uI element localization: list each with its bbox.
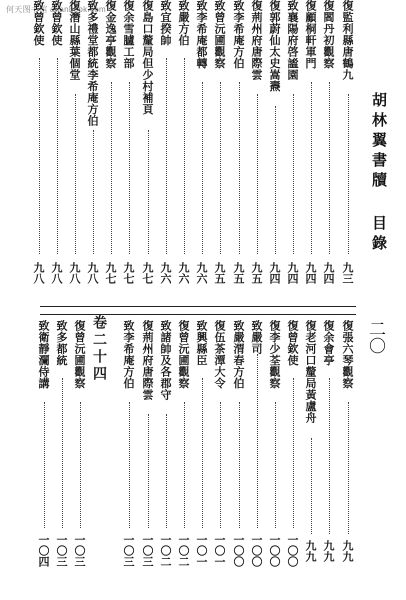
entry-page-number: 一〇三: [55, 534, 68, 567]
entry-title: 致多都統: [55, 320, 68, 366]
entry-title: 復荊州府唐際雲: [141, 320, 154, 401]
entry-page-number: 九五: [232, 262, 245, 284]
entry-page-number: 一〇四: [37, 534, 50, 567]
entry-page-number: 九八: [50, 262, 63, 284]
entry-page-number: 一〇一: [213, 534, 226, 567]
entry-title: 致李希庵方伯: [232, 0, 245, 69]
entry-page-number: 九五: [250, 262, 263, 284]
entry-page-number: 九七: [122, 262, 135, 284]
leader-dots: [293, 378, 294, 528]
entry-page-number: 九八: [32, 262, 45, 284]
entry-page-number: 一〇三: [141, 534, 154, 567]
juan-heading: 卷二十四: [91, 315, 107, 383]
leader-dots: [111, 82, 112, 254]
entry-page-number: 九九: [322, 540, 335, 562]
entry-page-number: 九九: [341, 540, 354, 562]
entry-title: 致李希庵都轉: [195, 0, 208, 69]
leader-dots: [39, 58, 40, 254]
entry-title: 致曾沅圃觀察: [213, 0, 226, 69]
entry-page-number: 一〇〇: [232, 534, 245, 567]
leader-dots: [93, 130, 94, 254]
running-header-title: 胡林翼書牘 目錄: [370, 92, 388, 255]
entry-page-number: 九八: [68, 262, 81, 284]
entry-page-number: 九七: [104, 262, 117, 284]
leader-dots: [329, 82, 330, 254]
entry-page-number: 九九: [304, 540, 317, 562]
entry-title: 復郭蔚仙太史嵩燾: [268, 0, 281, 92]
entry-title: 致宜揆帥: [159, 0, 172, 46]
entry-page-number: 九五: [213, 262, 226, 284]
entry-title: 致多禮堂都統李希庵方伯: [86, 0, 99, 127]
entry-title: 致嚴方伯: [177, 0, 190, 46]
leader-dots: [202, 82, 203, 254]
leader-dots: [220, 82, 221, 254]
section-divider: [40, 306, 356, 307]
leader-dots: [62, 378, 63, 528]
leader-dots: [57, 58, 58, 254]
entry-page-number: 一〇二: [177, 534, 190, 567]
entry-page-number: 九三: [341, 262, 354, 284]
leader-dots: [275, 402, 276, 528]
section-divider: [40, 314, 356, 315]
entry-title: 復余雪臚工部: [122, 0, 135, 69]
leader-dots: [129, 402, 130, 528]
entry-title: 致衛靜瀾侍講: [37, 320, 50, 389]
leader-dots: [80, 402, 81, 528]
entry-page-number: 九四: [286, 262, 299, 284]
entry-page-number: 九六: [159, 262, 172, 284]
leader-dots: [148, 414, 149, 528]
leader-dots: [220, 402, 221, 528]
entry-page-number: 九四: [322, 262, 335, 284]
leader-dots: [275, 106, 276, 254]
entry-title: 復曾沅圃觀察: [73, 320, 86, 389]
entry-page-number: 一〇〇: [250, 534, 263, 567]
leader-dots: [348, 402, 349, 534]
leader-dots: [129, 82, 130, 254]
entry-title: 復荊州府唐際雲: [250, 0, 263, 81]
leader-dots: [166, 58, 167, 254]
entry-title: 復曾欽使: [286, 320, 299, 366]
leader-dots: [329, 378, 330, 534]
entry-page-number: 九六: [195, 262, 208, 284]
entry-page-number: 一〇三: [73, 534, 86, 567]
entry-title: 復閻丹初觀察: [322, 0, 335, 69]
entry-title: 致曾欽使: [32, 0, 45, 46]
entry-title: 復伍茶潭大令: [213, 320, 226, 389]
leader-dots: [184, 58, 185, 254]
leader-dots: [44, 402, 45, 528]
entry-title: 復顧桐軒軍門: [304, 0, 317, 69]
leader-dots: [348, 94, 349, 254]
entry-page-number: 一〇一: [195, 534, 208, 567]
entry-title: 致襄陽府啓謐園: [286, 0, 299, 81]
entry-title: 致李希庵方伯: [122, 320, 135, 389]
entry-title: 復張六琴觀察: [341, 320, 354, 389]
entry-title: 復老河口釐局黃盧舟: [304, 320, 317, 424]
entry-title: 復監利縣唐鶴九: [341, 0, 354, 81]
leader-dots: [293, 94, 294, 254]
leader-dots: [184, 402, 185, 528]
entry-page-number: 九八: [86, 262, 99, 284]
entry-title: 復島口釐局但少村補頁: [141, 0, 154, 115]
watermark: 何天图书馆 atianbook.com: [6, 5, 106, 14]
entry-title: 致嚴司: [250, 320, 263, 355]
entry-title: 致興縣臣: [195, 320, 208, 366]
leader-dots: [239, 82, 240, 254]
leader-dots: [311, 438, 312, 534]
leader-dots: [257, 94, 258, 254]
leader-dots: [75, 94, 76, 254]
entry-page-number: 一〇〇: [268, 534, 281, 567]
entry-page-number: 一〇三: [122, 534, 135, 567]
entry-title: 致諸帥及各郡守: [159, 320, 172, 401]
entry-page-number: 九六: [177, 262, 190, 284]
leader-dots: [166, 414, 167, 528]
leader-dots: [202, 378, 203, 528]
entry-page-number: 一〇二: [159, 534, 172, 567]
entry-title: 復潛山縣葉個堂: [68, 0, 81, 81]
entry-page-number: 九七: [141, 262, 154, 284]
entry-title: 復曾沅圃觀察: [177, 320, 190, 389]
entry-title: 致曾欽使: [50, 0, 63, 46]
leader-dots: [239, 402, 240, 528]
entry-page-number: 九四: [304, 262, 317, 284]
entry-title: 復金逸亭觀察: [104, 0, 117, 69]
entry-title: 致嚴渭春方伯: [232, 320, 245, 389]
leader-dots: [257, 354, 258, 528]
entry-page-number: 一〇〇: [286, 534, 299, 567]
page-number: 二〇: [365, 320, 385, 354]
leader-dots: [311, 82, 312, 254]
entry-title: 復李少荃觀察: [268, 320, 281, 389]
leader-dots: [148, 130, 149, 254]
entry-page-number: 九四: [268, 262, 281, 284]
entry-title: 復余會亭: [322, 320, 335, 366]
